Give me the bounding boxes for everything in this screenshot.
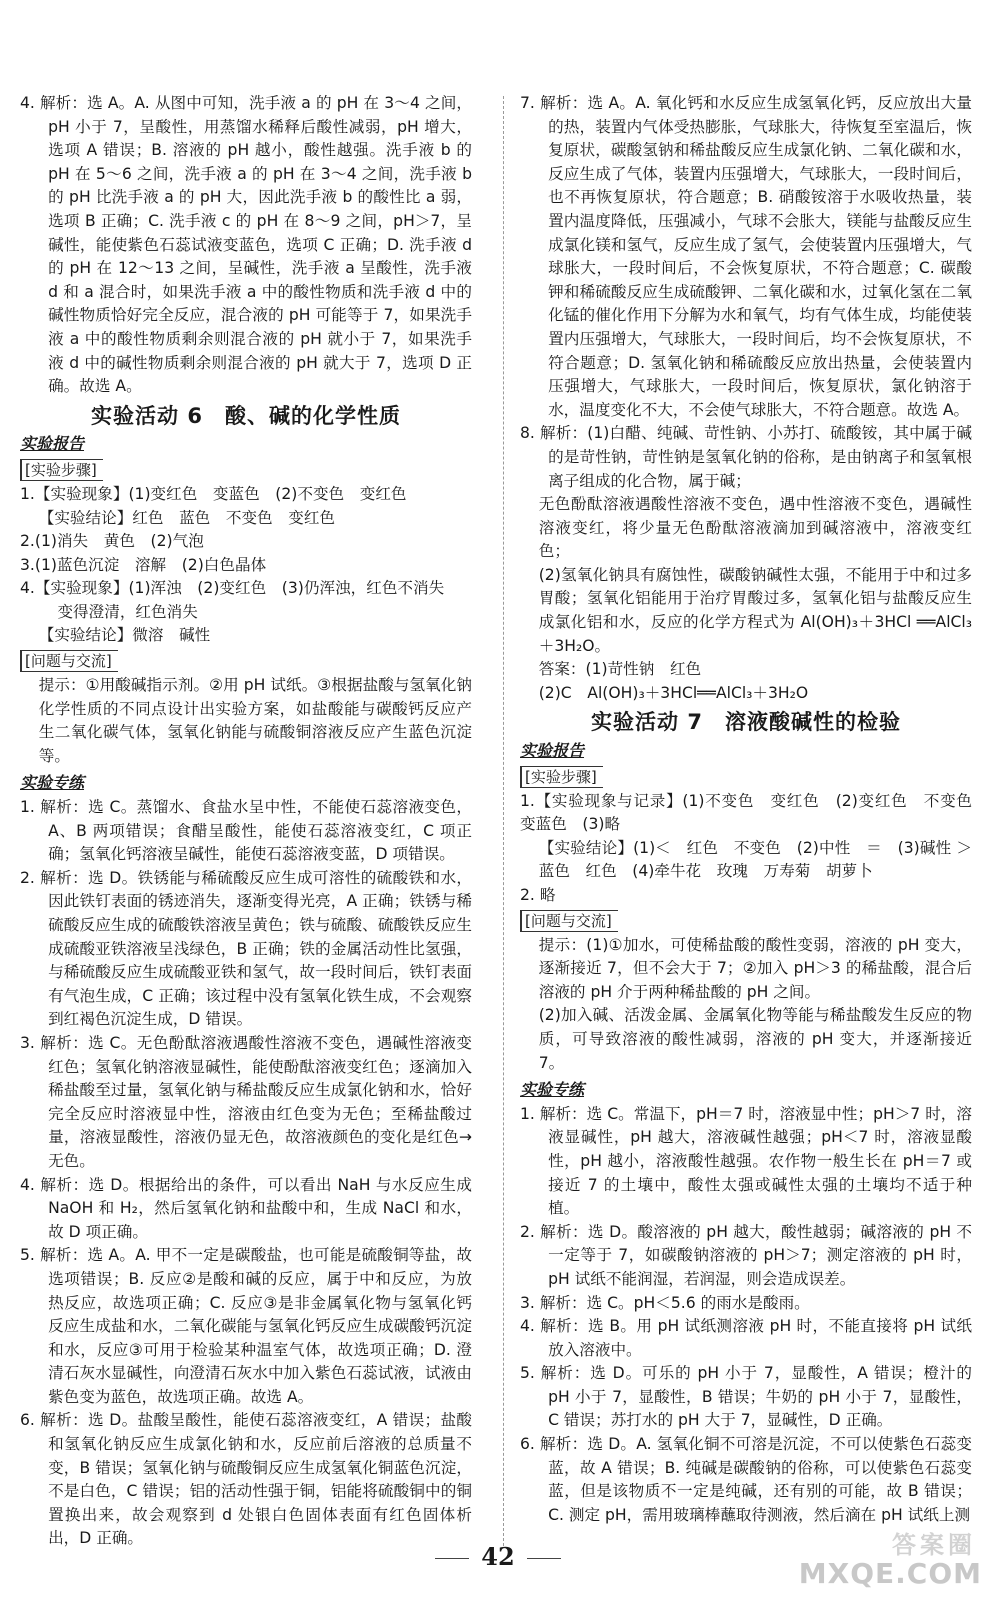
subsection-heading: 实验报告 — [520, 741, 585, 761]
paragraph: (2)氢氧化钠具有腐蚀性，碳酸钠碱性太强，不能用于中和过多胃酸；氢氧化铝能用于治疗胃酸过多，氢氧化铝与盐酸反应生成氯化铝和水，反应的化学方程式为 Al(OH)₃＋3HCl ══AlCl₃＋3H₂O。 — [538, 565, 972, 655]
section-label: [实验步骤] — [520, 766, 603, 788]
paragraph: (2)C Al(OH)₃＋3HCl══AlCl₃＋3H₂O — [538, 683, 809, 702]
footer-dash-right — [527, 1558, 561, 1559]
paragraph: 提示：①用酸碱指示剂。②用 pH 试纸。③根据盐酸与氢氧化钠化学性质的不同点设计出实验方案，如盐酸能与碳酸钙反应产生二氧化碳气体，氢氧化钠能与硫酸铜溶液反应产生蓝色沉淀等。 — [38, 676, 472, 765]
paragraph: 4. 解析：选 A。A. 从图中可知，洗手液 a 的 pH 在 3～4 之间，pH 小于 7，呈酸性，用蒸馏水稀释后酸性减弱，pH 增大，选项 A 错误；B. 溶液的 pH 越小，酸性越强。洗手液 b 的 pH 在 5～6 之间，洗手液 a 的 pH 在 3～4 之间，洗手液 b 的 pH 比洗手液 a 的 pH 大，因此洗手液 b 的酸性比 a 弱，选项 B 正确；C. 洗手液 c 的 pH 在 8～9 之间，pH＞7，呈碱性，能使紫色石蕊试液变蓝色，选项 C 正确；D. 洗手液 d 的 pH 在 12～13 之间，呈碱性，洗手液 a 呈酸性，洗手液 d 和 a 混合时，如果洗手液 a 中的酸性物质和洗手液 d 中的碱性物质恰好完全反应，混合液的 pH 可能等于 7，如果洗手液 a 中的酸性物质剩余则混合液的 pH 就小于 7，如果洗手液 d 中的碱性物质剩余则混合液的 pH 就大于 7，选项 D 正确。故选 A。 — [20, 94, 472, 396]
page-number: 42 — [481, 1542, 515, 1571]
paragraph: 2. 略 — [520, 886, 556, 904]
paragraph: 2. 解析：选 D。酸溶液的 pH 越大，酸性越弱；碱溶液的 pH 不一定等于 7，如碳酸钠溶液的 pH＞7；测定溶液的 pH 时，pH 试纸不能润湿，若润湿，则会造成误差。 — [520, 1222, 972, 1288]
paragraph: 5. 解析：选 A。A. 甲不一定是碳酸盐，也可能是硫酸铜等盐，故选项错误；B. 反应②是酸和碱的反应，属于中和反应，为放热反应，故选项正确；C. 反应③是非金属氧化物与氢氧化钙反应生成盐和水，二氧化碳能与氢氧化钙反应生成碳酸钙沉淀和水，反应③可用于检验某种温室气体，故选项正确；D. 澄清石灰水显碱性，向澄清石灰水中加入紫色石蕊试液，试液由紫色变为蓝色，故选项正确。故选 A。 — [20, 1246, 472, 1406]
paragraph: (2)加入碱、活泼金属、金属氧化物等能与稀盐酸发生反应的物质，可导致溶液的酸性减弱，溶液的 pH 变大，并逐渐接近 7。 — [538, 1006, 972, 1072]
section-label: [实验步骤] — [20, 459, 103, 481]
watermark-en: MXQE.COM — [798, 1557, 982, 1590]
subsection-heading: 实验专练 — [20, 773, 85, 793]
section-title: 实验活动 6 酸、碱的化学性质 — [91, 403, 401, 428]
paragraph: 8. 解析：(1)白醋、纯碱、苛性钠、小苏打、硫酸铵，其中属于碱的是苛性钠，苛性钠是氢氧化钠的俗称，是由钠离子和氢氧根离子组成的化合物，属于碱； — [520, 424, 972, 490]
watermark-logo — [786, 1531, 986, 1596]
paragraph: 1.【实验现象与记录】(1)不变色 变红色 (2)变红色 不变色 变蓝色 (3)略 — [520, 791, 988, 834]
section-label: [问题与交流] — [520, 910, 618, 932]
paragraph: 答案：(1)苛性钠 红色 — [538, 660, 702, 679]
paragraph: 【实验结论】红色 蓝色 不变色 变红色 — [38, 508, 336, 527]
paragraph: 【实验结论】(1)＜ 红色 不变色 (2)中性 ＝ (3)碱性 ＞ 蓝色 红色 (4)牵牛花 玫瑰 万寿菊 胡萝卜 — [538, 838, 988, 881]
paragraph: 3. 解析：选 C。pH＜5.6 的雨水是酸雨。 — [520, 1293, 810, 1312]
paragraph: 1. 解析：选 C。常温下，pH＝7 时，溶液显中性；pH＞7 时，溶液显碱性，pH 越大，溶液碱性越强；pH＜7 时，溶液显酸性，pH 越小，溶液酸性越强。农作物一般生长在 pH＝7 或接近 7 的土壤中，酸性太强或碱性太强的土壤均不适于种植。 — [520, 1104, 972, 1218]
paragraph: 【实验结论】微溶 碱性 — [38, 626, 211, 645]
paragraph: 变得澄清，红色消失 — [57, 602, 198, 621]
subsection-heading: 实验报告 — [20, 434, 85, 454]
paragraph: 6. 解析：选 D。盐酸呈酸性，能使石蕊溶液变红，A 错误；盐酸和氢氧化钠反应生成氯化钠和水，反应前后溶液的总质量不变，B 错误；氢氧化钠与硫酸铜反应生成氢氧化铜蓝色沉淀，不是白色，C 错误；铝的活动性强于铜，铝能将硫酸铜中的铜置换出来，故会观察到 d 处银白色固体表面有红色固体析出，D 正确。 — [20, 1411, 472, 1548]
paragraph: 1. 解析：选 C。蒸馏水、食盐水呈中性，不能使石蕊溶液变色，A、B 两项错误；食醋呈酸性，能使石蕊溶液变红，C 项正确；氢氧化钙溶液呈碱性，能使石蕊溶液变蓝，D 项错误。 — [20, 798, 472, 864]
paragraph: 7. 解析：选 A。A. 氧化钙和水反应生成氢氧化钙，反应放出大量的热，装置内气体受热膨胀，气球胀大，待恢复至室温后，恢复原状，碳酸氢钠和稀盐酸反应生成氯化钠、二氧化碳和水，反应生成了气体，装置内压强增大，气球胀大，一段时间后，也不再恢复原状，符合题意；B. 硝酸铵溶于水吸收热量，装置内温度降低，压强减小，气球不会胀大，镁能与盐酸反应生成氯化镁和氢气，反应生成了氢气，会使装置内压强增大，气球胀大，一段时间后，不会恢复原状，不符合题意；C. 碳酸钾和稀硫酸反应生成硫酸钾、二氧化碳和水，过氧化氢在二氧化锰的催化作用下分解为水和氧气，均有气体生成，均能使装置内压强增大，气球胀大，一段时间后，均不会恢复原状，不符合题意；D. 氢氧化钠和稀硫酸反应放出热量，会使装置内压强增大，气球胀大，一段时间后，恢复原状，氯化钠溶于水，温度变化不大，不会使气球胀大，不符合题意。故选 A。 — [520, 94, 972, 419]
footer-dash-left — [435, 1558, 469, 1559]
paragraph: 2.(1)消失 黄色 (2)气泡 — [20, 532, 204, 551]
paragraph: 3.(1)蓝色沉淀 溶解 (2)白色晶体 — [20, 555, 267, 574]
paragraph: 4.【实验现象】(1)浑浊 (2)变红色 (3)仍浑浊，红色不消失 — [20, 579, 445, 598]
paragraph: 无色酚酞溶液遇酸性溶液不变色，遇中性溶液不变色，遇碱性溶液变红，将少量无色酚酞溶液滴加到碱溶液中，溶液变红色； — [538, 495, 972, 561]
right-column — [520, 92, 988, 1527]
column-divider — [503, 96, 504, 1546]
paragraph: 3. 解析：选 C。无色酚酞溶液遇酸性溶液不变色，遇碱性溶液变红色；氢氧化钠溶液显碱性，能使酚酞溶液变红色；逐滴加入稀盐酸至过量，氢氧化钠与稀盐酸反应生成氯化钠和水，恰好完全反应时溶液显中性，溶液由红色变为无色；至稀盐酸过量，溶液显酸性，溶液仍显无色，故溶液颜色的变化是红色→无色。 — [20, 1033, 472, 1170]
paragraph: 1.【实验现象】(1)变红色 变蓝色 (2)不变色 变红色 — [20, 484, 407, 503]
subsection-heading: 实验专练 — [520, 1080, 585, 1100]
watermark-cn: 答案圈 — [892, 1531, 976, 1559]
paragraph: 4. 解析：选 B。用 pH 试纸测溶液 pH 时，不能直接将 pH 试纸放入溶液中。 — [520, 1317, 972, 1359]
paragraph: 2. 解析：选 D。铁锈能与稀硫酸反应生成可溶性的硫酸铁和水，因此铁钉表面的锈迹消失，逐渐变得光亮，A 正确；铁锈与稀硫酸反应生成的硫酸铁溶液呈黄色；铁与硫酸、硫酸铁反应生成硫酸亚铁溶液呈浅绿色，B 正确；铁的金属活动性比氢强，与稀硫酸反应生成硫酸亚铁和氢气，故一段时间后，铁钉表面有气泡生成，C 正确；该过程中没有氢氧化铁生成，不会观察到红褐色沉淀生成，D 错误。 — [20, 868, 472, 1029]
paragraph: 4. 解析：选 D。根据给出的条件，可以看出 NaH 与水反应生成 NaOH 和 H₂，然后氢氧化钠和盐酸中和，生成 NaCl 和水，故 D 项正确。 — [20, 1175, 472, 1241]
section-title: 实验活动 7 溶液酸碱性的检验 — [591, 710, 901, 735]
left-column — [20, 92, 472, 1551]
paragraph: 提示：(1)①加水，可使稀盐酸的酸性变弱，溶液的 pH 变大，逐渐接近 7，但不会大于 7；②加入 pH＞3 的稀盐酸，混合后溶液的 pH 介于两种稀盐酸的 pH 之间。 — [538, 935, 972, 1001]
section-label: [问题与交流] — [20, 650, 118, 672]
paragraph: 6. 解析：选 D。A. 氢氧化铜不可溶是沉淀，不可以使紫色石蕊变蓝，故 A 错误；B. 纯碱是碳酸钠的俗称，可以使紫色石蕊变蓝，但是该物质不一定是纯碱，还有别的可能，故 B 错误；C. 测定 pH，需用玻璃棒蘸取待测液，然后滴在 pH 试纸上测 — [520, 1435, 972, 1524]
paragraph: 5. 解析：选 D。可乐的 pH 小于 7，显酸性，A 错误；橙汁的 pH 小于 7，显酸性，B 错误；牛奶的 pH 小于 7，显酸性，C 错误；苏打水的 pH 大于 7，显碱性，D 正确。 — [520, 1364, 972, 1430]
